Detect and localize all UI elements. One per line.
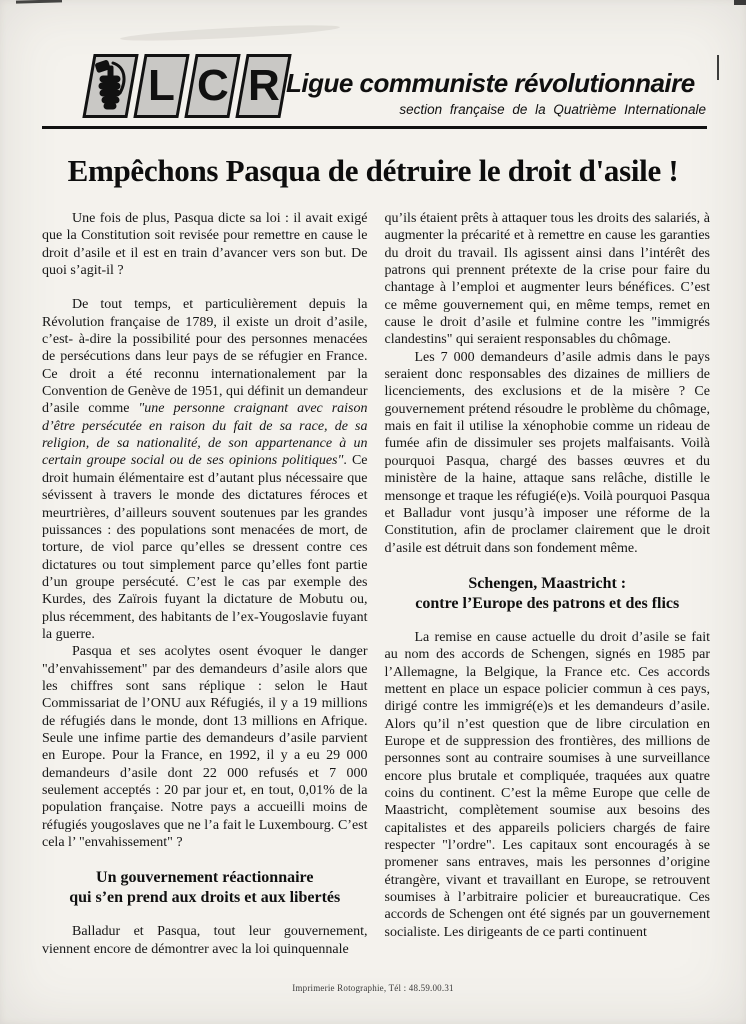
logo-letter: C [196,61,229,110]
paragraph-segment: Balladur et Pasqua, tout leur gouvernement, viennent encore de démontrer avec la loi quinquennale [42,924,368,957]
scan-smudge [120,22,340,44]
text-column [42,210,368,974]
logo-box-letter [184,54,240,118]
paragraph-segment: "une personne craignant avec raison d’être persécutée en raison du fait de sa race, de sa religion, de sa nationalité, de son appartenance à un certain groupe social ou de ses opinions politiques" [42,401,368,469]
paragraph-segment: Les 7 000 demandeurs d’asile admis dans le pays seraient donc responsables des dizaines de milliers de licenciements, des exclusions et de la misère ? Ce gouvernement prétend résoudre le problème du chômage, mais en fait il utilise la xénophobie comme un rideau de fumée afin de dissimuler ses projets malfaisants. Voilà pourquoi Pasqua, chargé des basses œuvres et du ministère de la haine, attaque sans relâche, distille le mensonge et traque les réfugié(e)s. Voilà pourquoi Pasqua et Balladur vont jusqu’à imposer une réforme de la Constitution, afin de proclamer clairement que le droit d’asile est détruit dans son fondement même. [384,349,710,556]
page-title: Empêchons Pasqua de détruire le droit d'asile ! [67,153,679,188]
body-paragraph [42,923,368,958]
logo-letter: R [247,61,280,110]
logo-box-emblem [82,54,138,118]
section-heading [42,868,368,908]
scan-edge-artifact [734,0,746,5]
paragraph-segment: La remise en cause actuelle du droit d’asile se fait au nom des accords de Schengen, signés en 1985 par l’Allemagne, la Belgique, la France etc. Ces accords mettent en place un espace policier commun à ces pays, dirigé contre les immigré(e)s et les demandeurs d’asile. Alors qu’il n’est question que de libre circulation en Europe et de suppression des frontières, des millions de personnes sont au contraire soumises à une surveillance encore plus brutale et compliquée, traquées aux quatre coins du continent. C’est la même Europe que celle de Maastricht, complètement soumise aux besoins des capitalistes et des appareils policiers chargés de faire respecter "l’ordre". Les capitaux sont encouragés à se promener sans entraves, mais les personnes d’origine étrangère, vivant et travaillant en Europe, se retrouvent soumises à l’arbitraire policier et bureaucratique. Ces accords de Schengen ont été signés par un gouvernement socialiste. Les dirigeants de ce parti continuent [384,629,710,940]
logo-box-letter [235,54,291,118]
section-heading-line: contre l’Europe des patrons et des flics [415,594,680,612]
scan-line-artifact [717,55,719,80]
paragraph-segment: . Ce droit humain élémentaire est d’autant plus nécessaire que sévissent à travers le monde des dictatures féroces et meurtrières, d’ailleurs souvent soutenues par les grandes puissances : des populations sont menacées de mort, de torture, de viol parce qu’elles se dressent contre ces dictatures ou tout simplement parce qu’elles font partie d’un groupe persécuté. C’est le cas par exemple des Kurdes, des Zaïrois fuyant la dictature de Mobutu ou, plus récemment, des habitants de l’ex-Yougoslavie fuyant la guerre. [42,453,368,642]
logo-letter: L [148,61,175,110]
section-heading [385,574,711,614]
logo-box-letter [133,54,189,118]
body-paragraph [385,629,711,941]
header-divider [42,126,707,129]
paragraph-segment: De tout temps, et particulièrement depuis la Révolution française de 1789, il existe un droit d’asile, c’est- à-dire la possibilité pour des personnes menacées de persécutions dans leur pays de se réfugier en France. Ce droit a été reconnu internationalement par la Convention de Genève de 1951, qui définit un demandeur d’asile comme [42,297,368,417]
body-paragraph [42,296,368,643]
organization-subtitle: section française de la Quatrième Internationale [399,102,706,117]
body-paragraph [385,210,711,349]
article-body [42,210,710,974]
body-paragraph [385,349,711,557]
body-paragraph [42,643,368,851]
body-paragraph [42,210,368,279]
printer-imprint: Imprimerie Rotographie, Tél : 48.59.00.31 [292,983,454,993]
lcr-logo [88,54,286,118]
organization-name: Ligue communiste révolutionnaire [286,68,695,98]
paragraph-segment: qu’ils étaient prêts à attaquer tous les droits des salariés, à augmenter la précarité et à remettre en cause les garanties du droit du travail. Ils agissent ainsi dans l’intérêt des patrons qui prennent prétexte de la crise pour faire du chantage à l’emploi et augmenter leurs bénéfices. C’est ce même gouvernement qui, en même temps, remet en cause le droit d’asile et fulmine contre les "immigrés clandestins" qui seraient responsables du chômage. [384,211,710,348]
paragraph-segment: Pasqua et ses acolytes osent évoquer le danger "d’envahissement" par des demandeurs d’asile alors que les chiffres sont sans réplique : selon le Haut Commissariat de l’ONU aux Réfugiés, il y a 19 millions de réfugiés dans le monde, dont 13 millions en Afrique. Seule une infime partie des demandeurs d’asile parvient en Europe. Pour la France, en 1992, il y a eu 29 000 demandeurs d’asile dont 22 000 refusés et 7 000 seulement acceptés : 20 par jour et, en tout, 0,01% de la population française. Notre pays a accueilli moins de réfugiés yougoslaves que ne l’a fait le Luxembourg. C’est cela l’ "envahissement" ? [42,644,368,851]
paragraph-segment: Une fois de plus, Pasqua dicte sa loi : il avait exigé que la Constitution soit revisée pour remettre en cause le droit d’asile et il est en train d’avancer vers son but. De quoi s’agit-il ? [42,211,368,279]
section-heading-line: Schengen, Maastricht : [468,574,627,592]
fist-and-hammer-icon [94,60,128,112]
section-heading-line: qui s’en prend aux droits et aux libertés [69,889,341,907]
section-heading-line: Un gouvernement réactionnaire [96,869,314,887]
text-column [385,210,711,974]
scan-edge-artifact [16,0,62,4]
